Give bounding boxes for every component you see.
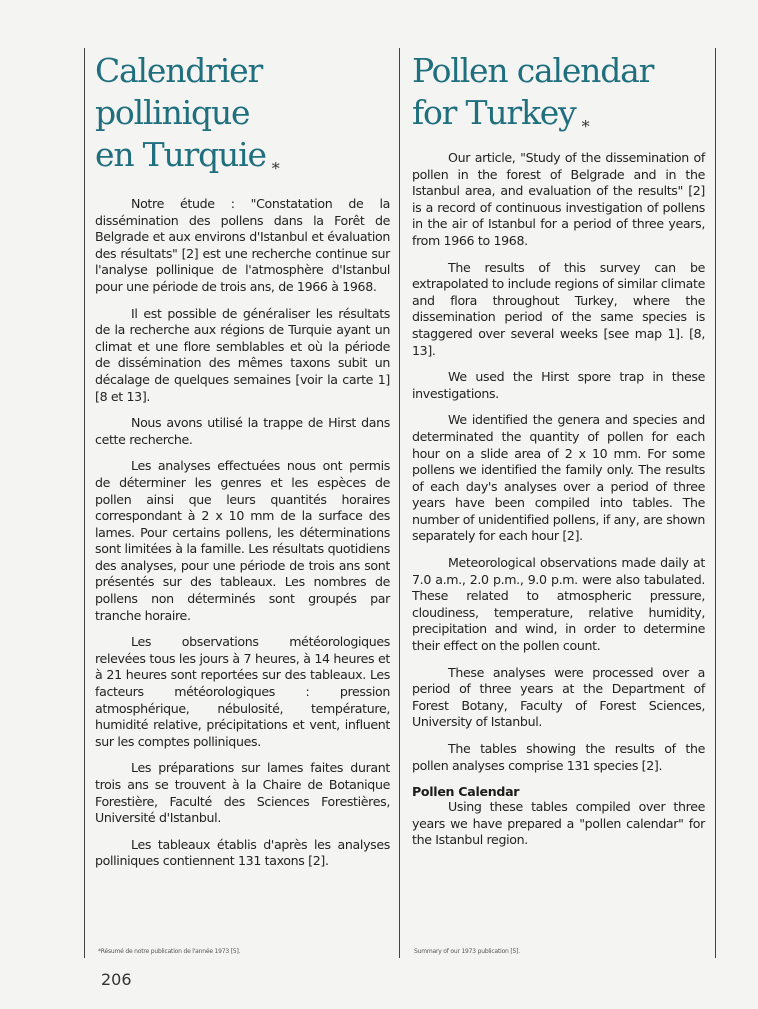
english-column — [412, 50, 705, 859]
french-paragraph: Notre étude : "Constatation de la dissémination des pollens dans la Forêt de Belgrade et aux environs d'Istanbul et évaluation des résultats" [2] est une recherche continue sur l'analyse pollinique de l'atmosphère d'Istanbul pour une période de trois ans, de 1966 à 1968. — [95, 196, 390, 294]
french-paragraph: Les préparations sur lames faites durant trois ans se trouvent à la Chaire de Botanique Forestière, Faculté des Sciences Forestières, Université d'Istanbul. — [95, 760, 390, 826]
french-title — [95, 50, 390, 176]
french-column — [95, 50, 390, 880]
french-paragraph: Nous avons utilisé la trappe de Hirst dans cette recherche. — [95, 415, 390, 447]
english-title — [412, 50, 705, 134]
french-title-line: en Turquie — [95, 135, 266, 174]
french-footnote: *Résumé de notre publication de l'année 1973 [5]. — [98, 948, 241, 955]
english-title-line: Pollen calendar — [412, 51, 654, 90]
middle-column-rule — [399, 48, 400, 958]
page-number: 206 — [101, 970, 132, 989]
english-paragraph: Our article, "Study of the dissemination of pollen in the forest of Belgrade and in the Istanbul area, and evaluation of the results" [2] is a record of continuous investigation of pollens in the air of Istanbul for a period of three years, from 1966 to 1968. — [412, 150, 705, 248]
french-title-line: Calendrier — [95, 51, 263, 90]
english-paragraph: These analyses were processed over a period of three years at the Department of Forest Botany, Faculty of Forest Sciences, University of Istanbul. — [412, 664, 705, 730]
left-column-rule — [84, 48, 85, 958]
english-paragraph: Using these tables compiled over three years we have prepared a "pollen calendar" for the Istanbul region. — [412, 799, 705, 848]
english-paragraph: We used the Hirst spore trap in these investigations. — [412, 369, 705, 401]
english-paragraph: The results of this survey can be extrapolated to include regions of similar climate and flora throughout Turkey, where the dissemination period of the same species is staggered over several weeks [see map 1]. [8, 13]. — [412, 259, 705, 358]
french-paragraph: Les observations météorologiques relevées tous les jours à 7 heures, à 14 heures et à 21 heures sont reportées sur des tableaux. Les facteurs météorologiques : pression atmosphérique, nébulosité, température, humidité relative, précipitations et vent, influent sur les comptes polliniques. — [95, 634, 390, 749]
footnote-star: * — [581, 117, 589, 136]
footnote-star: * — [271, 159, 279, 178]
english-body — [412, 150, 705, 849]
french-body — [95, 196, 390, 870]
english-paragraph: The tables showing the results of the pollen analyses comprise 131 species [2]. — [412, 741, 705, 773]
english-footnote: Summary of our 1973 publication [5]. — [414, 948, 520, 955]
english-paragraph: Meteorological observations made daily at 7.0 a.m., 2.0 p.m., 9.0 p.m. were also tabulated. These related to atmospheric pressure, cloudiness, temperature, relative humidity, precipitation and wind, in order to determine their effect on the pollen count. — [412, 555, 705, 654]
french-paragraph: Les tableaux établis d'après les analyses polliniques contiennent 131 taxons [2]. — [95, 836, 390, 869]
english-paragraph: We identified the genera and species and determinated the quantity of pollen for each hour on a slide area of 2 x 10 mm. For some pollens we identified the family only. The results of each day's analyses over a period of three years have been compiled into tables. The number of unidentified pollens, if any, are shown separately for each hour [2]. — [412, 412, 705, 544]
french-title-line: pollinique — [95, 93, 250, 132]
french-paragraph: Il est possible de généraliser les résultats de la recherche aux régions de Turquie ayant un climat et une flore semblables et où la période de dissémination des mêmes taxons subit un décalage de quelques semaines [voir la carte 1] [8 et 13]. — [95, 305, 390, 404]
english-title-line: for Turkey — [412, 93, 576, 132]
french-paragraph: Les analyses effectuées nous ont permis de déterminer les genres et les espèces de pollen ainsi que leurs quantités horaires correspondant à 2 x 10 mm de la surface des lames. Pour certains pollens, les déterminations sont limitées à la famille. Les résultats quotidiens des analyses, pour une période de trois ans sont présentés sur des tableaux. Les nombres de pollens non déterminés sont groupés par tranche horaire. — [95, 458, 390, 623]
pollen-calendar-subheading: Pollen Calendar — [412, 784, 520, 800]
right-column-rule — [715, 48, 716, 958]
